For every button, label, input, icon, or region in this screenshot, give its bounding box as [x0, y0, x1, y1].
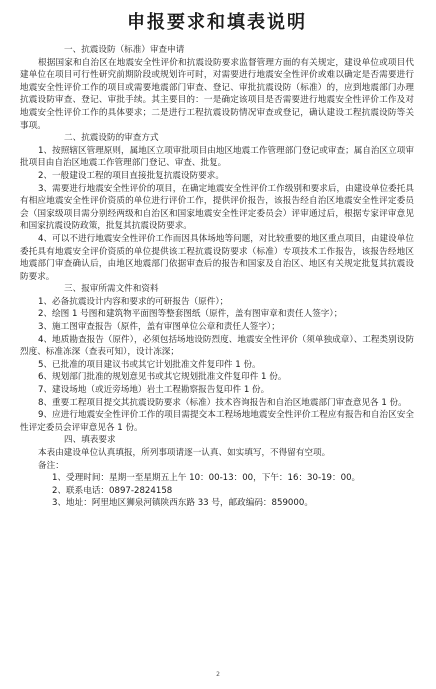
page-number: 2 — [216, 671, 220, 678]
section-2-heading: 二、抗震设防的审查方式 — [64, 133, 159, 144]
section-2-item-4: 4、可以不进行地震安全性评价工作而因具体场地等问题，对比较重要的地区重点项目，由建设单位委托具有地震安全评价资质的单位提供该工程抗震设防要求（标准）专项技术工作报告，该报告经地区地震部门审查确认后，由地区地震部门依据审查后的报告和国家及自治区、地区有关规定批复其抗震设防要求。 — [20, 233, 414, 282]
note-item-address: 3、地址：阿里地区狮泉河镇陕西东路 33 号，邮政编码：859000。 — [52, 498, 313, 509]
section-2-item-2: 2、一般建设工程的项目直接批复抗震设防要求。 — [38, 170, 224, 181]
section-3-item-5: 5、已批准的项目建议书或其它计划批准文件复印件 1 份。 — [38, 359, 261, 370]
page-title: 申报要求和填表说明 — [127, 12, 307, 33]
note-item-phone: 2、联系电话：0897-2824158 — [52, 485, 173, 496]
section-3-item-6: 6、规划部门批准的规划意见书或其它规划批准文件复印件 1 份。 — [38, 372, 287, 383]
section-3-item-2: 2、绘图 1 号图和建筑物平面图等整套图纸（原件，盖有图审章和责任人签字）； — [38, 309, 343, 320]
notes-label: 备注： — [38, 460, 64, 471]
section-4-heading: 四、填表要求 — [64, 435, 116, 446]
section-3-heading: 三、报审所需文件和资料 — [64, 284, 159, 295]
section-2-item-1: 1、按照辖区管理原则，属地区立项审批项目由地区地震工作管理部门登记或审查；属自治区立项审批项目由自治区地震工作管理部门登记、审查、批复。 — [20, 145, 414, 169]
section-3-item-7: 7、建设场地（或近旁场地）岩土工程勘察报告复印件 1 份。 — [38, 385, 270, 396]
section-4-paragraph: 本表由建设单位认真填报，所列事项请逐一认真、如实填写，不得留有空项。 — [38, 448, 331, 458]
section-3-item-4: 4、地质勘查报告（原件），必须包括场地设防烈度、地震安全性评价（须单独成章）、工程类别设防烈度、标准冻深（查表可知），设计冻深； — [20, 334, 414, 358]
section-1-paragraph: 根据国家和自治区在地震安全性评价和抗震设防要求监督管理方面的有关规定，建设单位或项目代建单位在项目可行性研究前期阶段或规划许可时，对需要进行地震安全性评价或难以确定是否需要进行地震安全性评价工作的项目或需要地震部门审查、登记、审批抗震设防（标准）的，应到地震部门办理抗震设防审查、登记、审批手续。其主要目的：一是确定该项目是否需要进行地震安全性评价工作及对地震安全性评价工作的具体要求；二是进行工程抗震设防情况审查或登记，确认建设工程抗震设防等关事项。 — [20, 57, 414, 131]
section-3-item-8: 8、重要工程项目提交其抗震设防要求（标准）技术咨询报告和自治区地震部门审查意见各 1 份。 — [38, 397, 407, 408]
section-3-item-9: 9、应进行地震安全性评价工作的项目需提交本工程场地地震安全性评价工程应有报告和自治区安全性评定委员会评审意见各 1 份。 — [20, 410, 414, 433]
section-3-item-1: 1、必备抗震设计内容和要求的可研报告（原件）； — [38, 296, 229, 307]
note-item-hours: 1、受理时间：星期一至星期五上午 10：00-13：00，下午：16：30-19：00。 — [52, 473, 361, 484]
section-3-item-3: 3、施工图审查报告（原件，盖有审图单位公章和责任人签字）； — [38, 322, 280, 333]
section-2-item-3: 3、需要进行地震安全性评价的项目，在确定地震安全性评价工作级别和要求后，由建设单位委托具有相应地震安全性评价资质的单位进行评价工作，提供评价报告，该报告经自治区地震安全性评定委员会（国家级项目需分别经两级和自治区和国家地震安全性评定委员会）评审通过后，根据专家评审意见和国家抗震设防政策，批复其抗震设防要求。 — [20, 183, 414, 232]
section-1-heading: 一、抗震设防（标准）审查申请 — [64, 45, 185, 55]
